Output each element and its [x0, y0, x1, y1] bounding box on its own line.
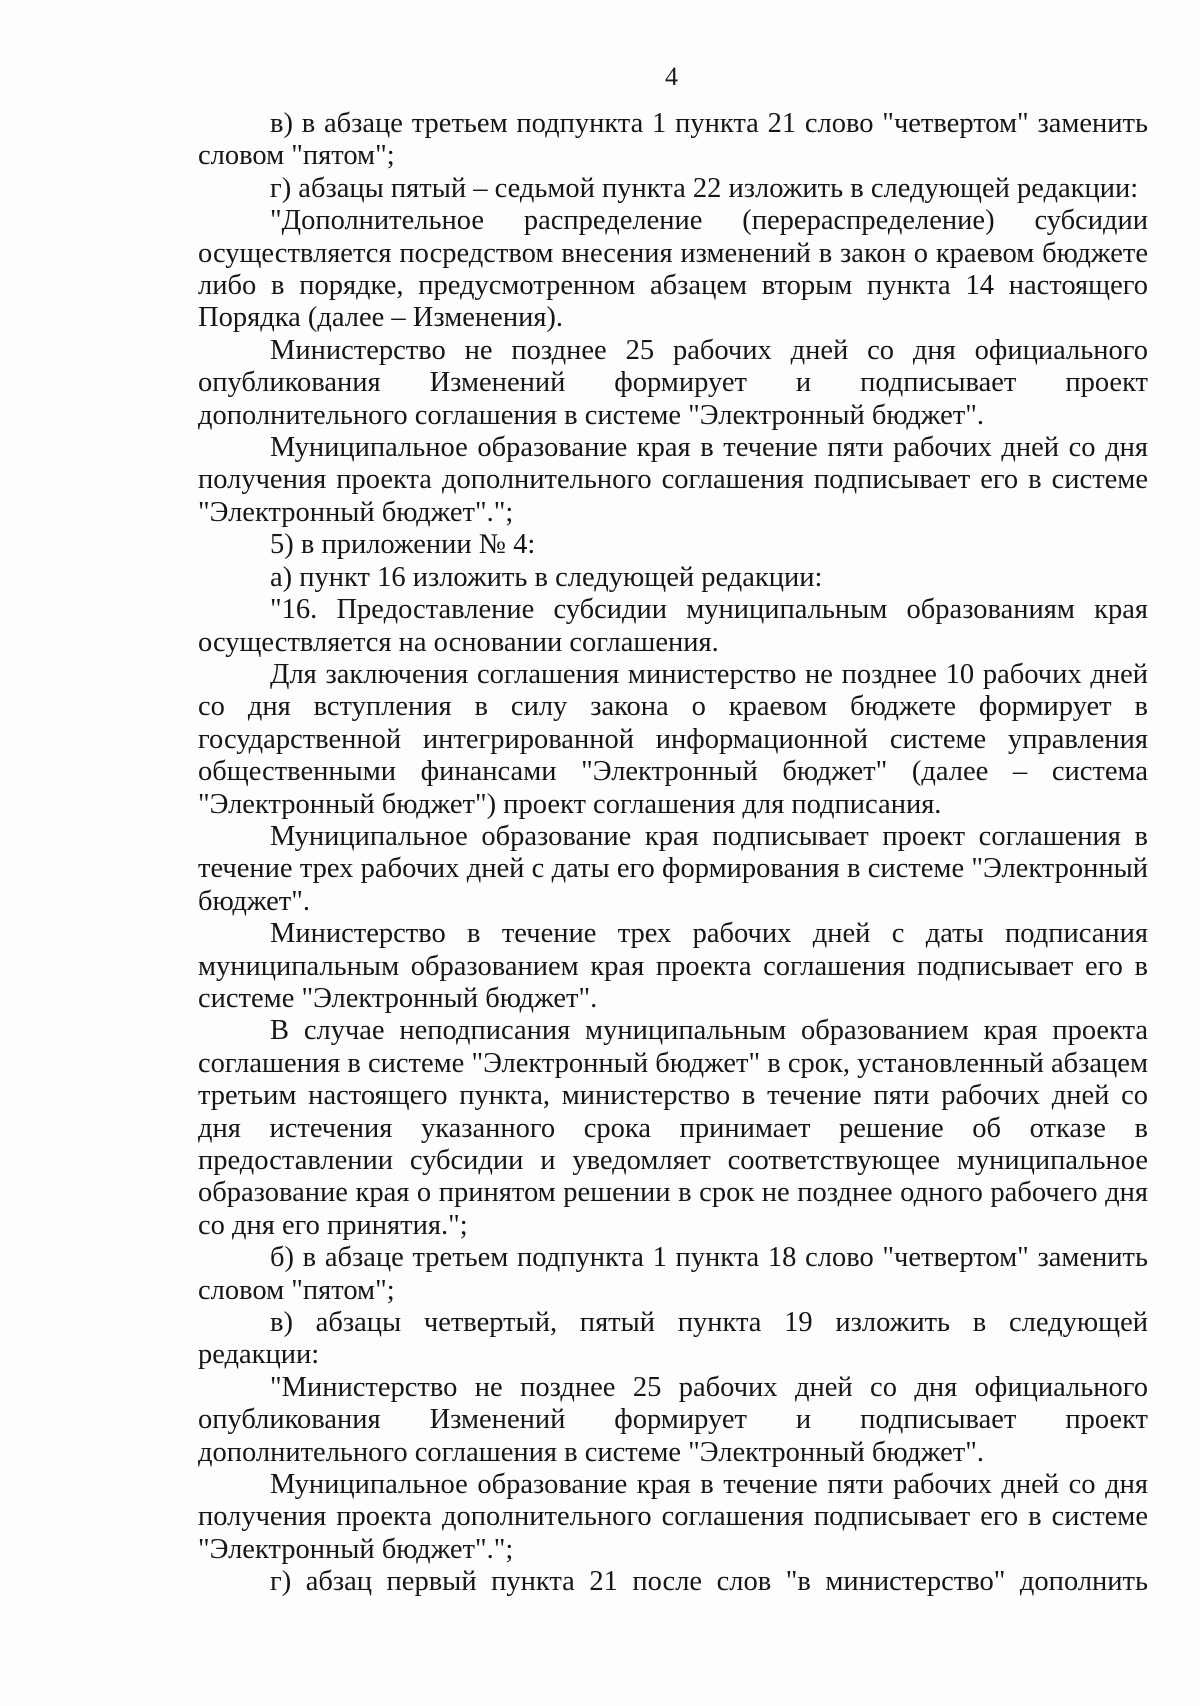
paragraph: "Министерство не позднее 25 рабочих дней со дня официального опубликования Изменений формирует и подписывает проект дополнительного соглашения в системе "Электронный бюджет".	[198, 1371, 1148, 1468]
paragraph: Министерство не позднее 25 рабочих дней со дня официального опубликования Изменений формирует и подписывает проект дополнительного соглашения в системе "Электронный бюджет".	[198, 334, 1148, 431]
paragraph: а) пункт 16 изложить в следующей редакции:	[270, 561, 823, 593]
document-body	[198, 108, 1148, 1599]
page-number: 4	[665, 62, 678, 91]
paragraph: 5) в приложении № 4:	[270, 529, 536, 561]
paragraph: Для заключения соглашения министерство не позднее 10 рабочих дней со дня вступления в силу закона о краевом бюджете формирует в государственной интегрированной информационной системе управления общественными финансами "Электронный бюджет" (далее – система "Электронный бюджет") проект соглашения для подписания.	[198, 658, 1148, 820]
paragraph: г) абзацы пятый – седьмой пункта 22 изложить в следующей редакции:	[270, 172, 1139, 204]
paragraph: Муниципальное образование края подписывает проект соглашения в течение трех рабочих дней с даты его формирования в системе "Электронный бюджет".	[198, 820, 1148, 917]
paragraph: Муниципальное образование края в течение пяти рабочих дней со дня получения проекта дополнительного соглашения подписывает его в системе "Электронный бюджет".";	[198, 432, 1148, 528]
paragraph: б) в абзаце третьем подпункта 1 пункта 18 слово "четвертом" заменить словом "пятом";	[198, 1242, 1148, 1306]
paragraph: в) в абзаце третьем подпункта 1 пункта 21 слово "четвертом" заменить словом "пятом";	[198, 108, 1148, 172]
paragraph: В случае неподписания муниципальным образованием края проекта соглашения в системе "Электронный бюджет" в срок, установленный абзацем третьим настоящего пункта, министерство в течение пяти рабочих дней со дня истечения указанного срока принимает решение об отказе в предоставлении субсидии и уведомляет соответствующее муниципальное образование края о принятом решении в срок не позднее одного рабочего дня со дня его принятия.";	[198, 1015, 1148, 1241]
paragraph: "Дополнительное распределение (перераспределение) субсидии осуществляется посредством внесения изменений в закон о краевом бюджете либо в порядке, предусмотренном абзацем вторым пункта 14 настоящего Порядка (далее – Изменения).	[198, 205, 1148, 334]
paragraph: Муниципальное образование края в течение пяти рабочих дней со дня получения проекта дополнительного соглашения подписывает его в системе "Электронный бюджет".";	[198, 1469, 1148, 1565]
paragraph: Министерство в течение трех рабочих дней с даты подписания муниципальным образованием края проекта соглашения подписывает его в системе "Электронный бюджет".	[198, 918, 1148, 1014]
paragraph: "16. Предоставление субсидии муниципальным образованиям края осуществляется на основании соглашения.	[198, 594, 1148, 658]
paragraph: г) абзац первый пункта 21 после слов "в министерство" дополнить	[270, 1566, 1148, 1598]
paragraph: в) абзацы четвертый, пятый пункта 19 изложить в следующей редакции:	[198, 1307, 1148, 1371]
